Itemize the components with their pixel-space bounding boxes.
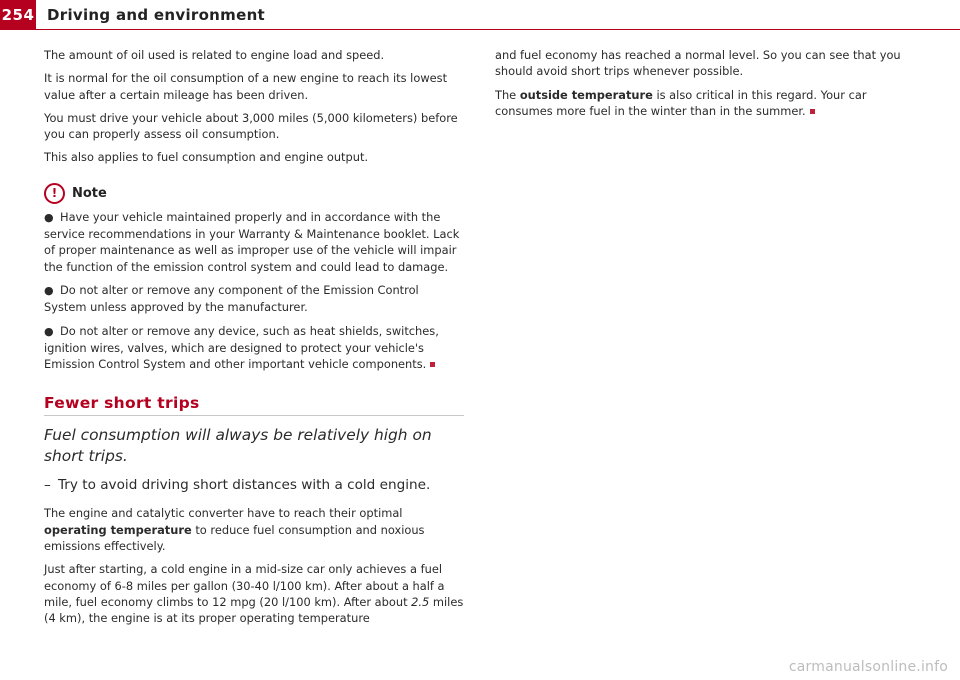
bullet-dot-icon: ● <box>44 283 54 297</box>
action-step <box>44 476 464 494</box>
end-of-section-icon <box>810 109 815 114</box>
bold-term: outside temperature <box>519 87 653 102</box>
action-step-text: Try to avoid driving short distances with a cold engine. <box>58 477 431 494</box>
note-bullet-text: Do not alter or remove any device, such as heat shields, switches, ignition wires, valves, which are designed to protect your vehicle's Emission Control System and other important vehicle components. <box>44 323 439 372</box>
right-column <box>495 47 915 126</box>
paragraph <box>44 561 464 626</box>
text-run: is also critical in this regard. Your car consumes more fuel in the winter than in the summer. <box>495 87 867 118</box>
text-run: The engine and catalytic converter have to reach their optimal <box>44 506 403 521</box>
left-column <box>44 47 464 634</box>
note-bullet <box>44 323 464 373</box>
paragraph <box>495 87 915 120</box>
note-bullet <box>44 209 464 275</box>
end-of-section-icon <box>430 362 435 367</box>
section-lede: Fuel consumption will always be relatively high on short trips. <box>44 426 432 466</box>
italic-number: 2.5 <box>411 594 430 609</box>
page-number-badge: 254 <box>0 0 36 30</box>
watermark-logo[interactable]: carmanualsonline.info <box>788 659 948 675</box>
text-run: The <box>495 87 520 102</box>
paragraph: It is normal for the oil consumption of a new engine to reach its lowest value after a certain mileage has been driven. <box>44 71 448 102</box>
note-header <box>44 183 464 204</box>
note-bullet <box>44 282 464 316</box>
note-bullet-text: Do not alter or remove any component of the Emission Control System unless approved by the manufacturer. <box>44 282 419 315</box>
text-run: to reduce fuel consumption and noxious emissions effectively. <box>44 522 425 554</box>
text-run: Just after starting, a cold engine in a mid-size car only achieves a fuel economy of 6-8 miles per gallon (30-40 l/100 km). After about a half a mile, fuel economy climbs to 12 mpg (20 l/100 km). After about <box>44 562 445 609</box>
bullet-dot-icon: ● <box>44 324 54 338</box>
bold-term: operating temperature <box>44 522 192 537</box>
exclamation-circle-icon: ! <box>44 183 65 204</box>
header-divider <box>36 29 960 30</box>
section-heading-fewer-short-trips: Fewer short trips <box>44 394 464 416</box>
dash-icon: – <box>44 477 51 494</box>
paragraph: The amount of oil used is related to engine load and speed. <box>44 48 385 62</box>
note-title: Note <box>72 185 107 201</box>
paragraph: You must drive your vehicle about 3,000 miles (5,000 kilometers) before you can properly assess oil consumption. <box>44 110 458 142</box>
note-bullet-text: Have your vehicle maintained properly and in accordance with the service recommendations in your Warranty & Maintenance booklet. Lack of proper maintenance as well as improper use of the vehicle will impair the function of the emission control system and could lead to damage. <box>44 209 460 274</box>
page-header <box>0 0 960 30</box>
bullet-dot-icon: ● <box>44 210 54 224</box>
paragraph: and fuel economy has reached a normal level. So you can see that you should avoid short trips whenever possible. <box>495 48 901 79</box>
paragraph: This also applies to fuel consumption and engine output. <box>44 150 369 165</box>
paragraph <box>44 505 464 554</box>
text-run: miles (4 km), the engine is at its proper operating temperature <box>44 594 464 626</box>
section-title: Driving and environment <box>47 6 266 24</box>
